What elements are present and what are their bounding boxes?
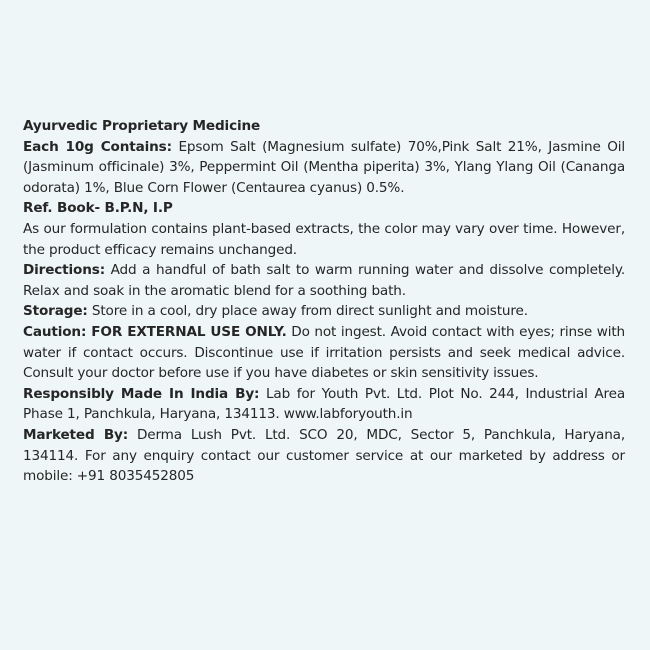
directions-text: Add a handful of bath salt to warm running water and dissolve completely. Relax and soak in the aromatic blend for a soothing bath. xyxy=(23,262,626,299)
storage-label: Storage: xyxy=(23,303,88,320)
composition-text: Epsom Salt (Magnesium sulfate) 70%,Pink Salt 21%, Jasmine Oil (Jasminum officinale) 3%, Peppermint Oil (Mentha piperita) 3%, Ylang Ylang Oil (Cananga odorata) 1%, Blue Corn Flower (Centaurea cyanus) 0.5%. xyxy=(23,138,626,196)
label-title: Ayurvedic Proprietary Medicine xyxy=(23,118,261,134)
caution-section xyxy=(23,322,625,384)
manufacturer-text: Lab for Youth Pvt. Ltd. Plot No. 244, Industrial Area Phase 1, Panchkula, Haryana, 134113. www.labforyouth.in xyxy=(23,385,626,423)
manufacturer-label: Responsibly Made In India By: xyxy=(23,385,260,402)
caution-text: Do not ingest. Avoid contact with eyes; rinse with water if contact occurs. Discontinue use if irritation persists and seek medical advice. Consult your doctor before use if you have diabetes or skin sensitivity issues. xyxy=(23,323,626,382)
directions-label: Directions: xyxy=(23,262,105,279)
manufacturer-section xyxy=(23,384,625,425)
composition-section xyxy=(23,137,625,199)
composition-label: Each 10g Contains: xyxy=(23,138,172,155)
color-variation-notice: As our formulation contains plant-based extracts, the color may vary over time. However, the product efficacy remains unchanged. xyxy=(23,220,625,258)
marketer-section xyxy=(23,425,625,487)
directions-section xyxy=(23,260,625,301)
reference-book: Ref. Book- B.P.N, I.P xyxy=(23,200,173,217)
product-label-text xyxy=(23,116,625,487)
storage-text: Store in a cool, dry place away from direct sunlight and moisture. xyxy=(91,303,528,320)
marketer-text: Derma Lush Pvt. Ltd. SCO 20, MDC, Sector 5, Panchkula, Haryana, 134114. For any enquiry contact our customer service at our marketed by address or mobile: +91 8035452805 xyxy=(23,426,626,485)
marketer-label: Marketed By: xyxy=(23,426,129,443)
caution-label: Caution: FOR EXTERNAL USE ONLY. xyxy=(23,323,287,340)
storage-section xyxy=(23,301,625,322)
